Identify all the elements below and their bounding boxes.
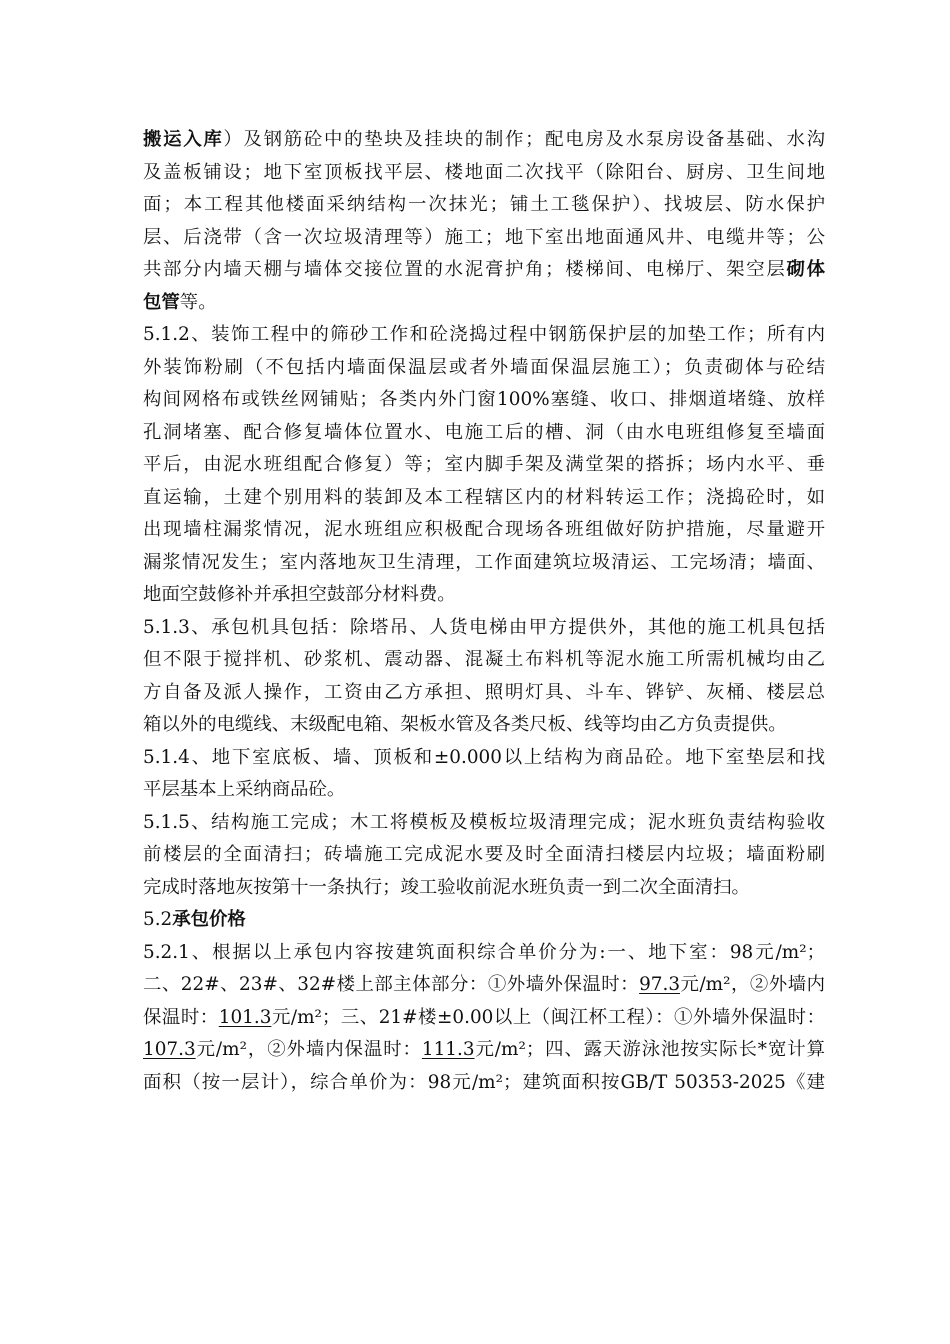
bold-text: 砌体 (786, 259, 825, 280)
text-span: 二、22#、23#、32#楼上部主体部分：①外墙外保温时： (143, 974, 640, 995)
clause-5-1-2-line: 出现墙柱漏浆情况，泥水班组应积极配合现场各班组做好防护措施，尽量避开 (143, 519, 825, 540)
clause-5-2-1-line: 5.2.1、根据以上承包内容按建筑面积综合单价分为:一、地下室：98元/m²； (143, 941, 825, 963)
clause-5-1-5-line: 完成时落地灰按第十一条执行；竣工验收前泥水班负责一到二次全面清扫。 (143, 876, 750, 898)
clause-5-2-1-line (143, 969, 825, 1002)
text-span: 共部分内墙天棚与墙体交接位置的水泥膏护角；楼梯间、电梯厅、架空层 (143, 259, 787, 280)
text-line (143, 287, 825, 320)
document-body (143, 124, 825, 1099)
clause-5-1-2-line: 5.1.2、装饰工程中的筛砂工作和砼浇捣过程中钢筋保护层的加垫工作；所有内 (143, 324, 825, 345)
text-line (143, 124, 825, 157)
clause-5-1-2-line: 平后，由泥水班组配合修复）等；室内脚手架及满堂架的搭拆；场内水平、垂 (143, 454, 825, 475)
price-value: 97.3 (639, 974, 681, 995)
clause-5-1-5-line: 5.1.5、结构施工完成；木工将模板及模板垃圾清理完成；泥水班负责结构验收 (143, 811, 825, 833)
clause-5-1-2-line: 构间网格布或铁丝网铺贴；各类内外门窗100%塞缝、收口、排烟道堵缝、放样 (143, 389, 825, 410)
text-span: 保温时： (143, 1006, 219, 1028)
text-span: 元/m²，②外墙内保温时： (195, 1039, 422, 1060)
clause-5-1-4-line: 5.1.4、地下室底板、墙、顶板和±0.000以上结构为商品砼。地下室垫层和找 (143, 746, 825, 768)
price-value: 101.3 (218, 1006, 272, 1028)
price-value: 111.3 (421, 1039, 475, 1060)
text-line (143, 254, 825, 287)
bold-text: 包管 (143, 291, 180, 313)
text-span: 元/m²；三、21#楼±0.00以上（闽江杯工程）：①外墙外保温时： (271, 1006, 825, 1028)
clause-5-1-3-line: 方自备及派人操作，工资由乙方承担、照明灯具、斗车、铧铲、灰桶、楼层总 (143, 681, 825, 703)
clause-5-1-4-line: 平层基本上采纳商品砼。 (143, 779, 346, 800)
text-span: 元/m²；四、露天游泳池按实际长*宽计算 (474, 1039, 825, 1060)
clause-5-2-1-line: 面积（按一层计），综合单价为：98元/m²；建筑面积按GB/T 50353-2025《建 (143, 1071, 825, 1093)
clause-5-1-2-line: 孔洞堵塞、配合修复墙体位置水、电施工后的槽、洞（由水电班组修复至墙面 (143, 421, 825, 443)
clause-5-1-2-line: 外装饰粉刷（不包括内墙面保温层或者外墙面保温层施工）；负责砌体与砼结 (143, 356, 825, 378)
bold-text: 搬运入库 (143, 129, 224, 150)
clause-5-1-2-line: 漏浆情况发生；室内落地灰卫生清理，工作面建筑垃圾清运、工完场清；墙面、 (143, 551, 825, 573)
clause-5-1-3-line: 箱以外的电缆线、末级配电箱、架板水管及各类尺板、线等均由乙方负责提供。 (143, 714, 787, 735)
clause-5-1-3-line: 但不限于搅拌机、砂浆机、震动器、混凝土布料机等泥水施工所需机械均由乙 (143, 649, 825, 670)
price-value: 107.3 (143, 1039, 196, 1060)
text-line: 及盖板铺设；地下室顶板找平层、楼地面二次找平（除阳台、厨房、卫生间地 (143, 161, 825, 183)
clause-5-1-2-line: 地面空鼓修补并承担空鼓部分材料费。 (143, 584, 456, 605)
clause-5-1-2-line: 直运输，土建个别用料的装卸及本工程辖区内的材料转运工作；浇捣砼时，如 (143, 486, 825, 508)
text-span: ）及钢筋砼中的垫块及挂块的制作；配电房及水泵房设备基础、水沟 (223, 129, 825, 150)
text-line: 面；本工程其他楼面采纳结构一次抹光；铺土工毯保护）、找坡层、防水保护 (143, 194, 825, 215)
text-line: 层、后浇带（含一次垃圾清理等）施工；地下室出地面通风井、电缆井等；公 (143, 226, 825, 248)
clause-5-2-1-line (143, 1002, 825, 1035)
section-heading (143, 904, 825, 937)
section-number: 5.2 (143, 909, 173, 930)
clause-5-1-3-line: 5.1.3、承包机具包括：除塔吊、人货电梯由甲方提供外，其他的施工机具包括 (143, 616, 825, 638)
text-span: 元/m²，②外墙内 (680, 974, 826, 995)
section-title: 承包价格 (172, 909, 246, 930)
clause-5-2-1-line (143, 1034, 825, 1067)
text-span: 等。 (179, 291, 217, 313)
clause-5-1-5-line: 前楼层的全面清扫；砖墙施工完成泥水要及时全面清扫楼层内垃圾；墙面粉刷 (143, 844, 825, 865)
